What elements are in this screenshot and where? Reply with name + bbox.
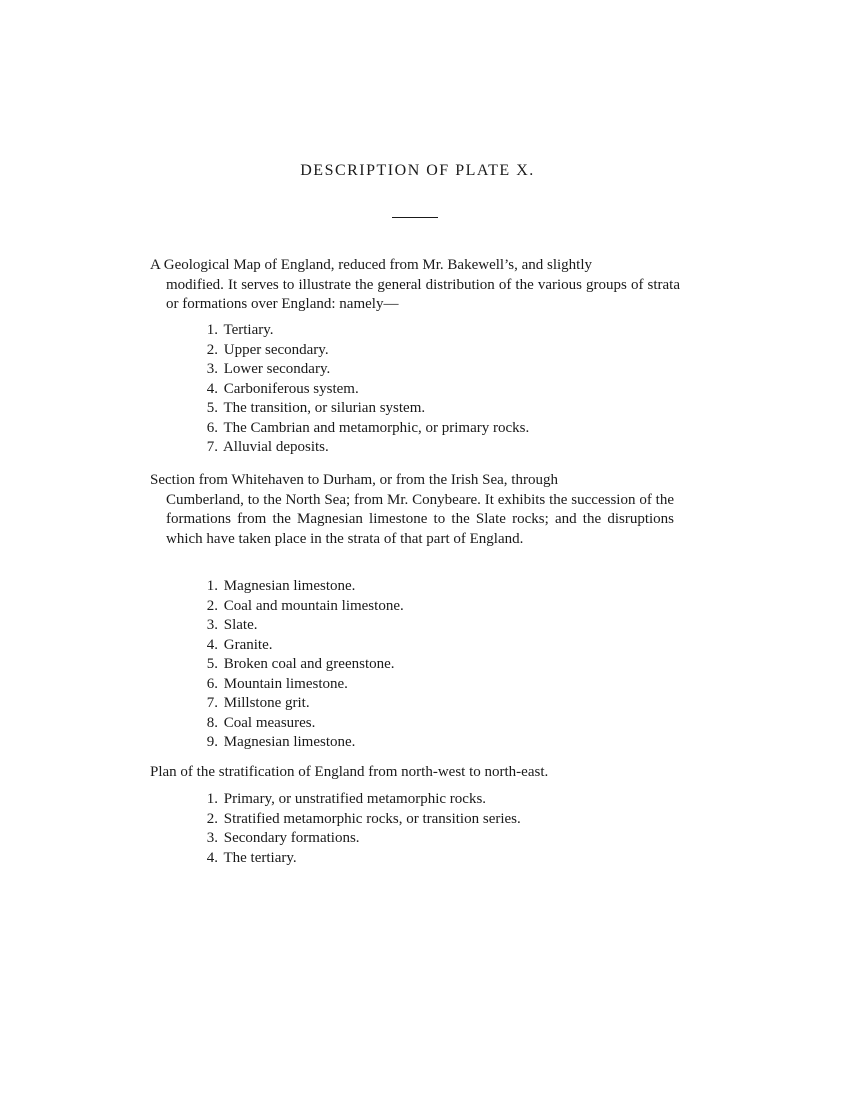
item-number: 5. <box>206 400 218 416</box>
item-number: 9. <box>206 734 218 750</box>
item-number: 2. <box>206 341 218 358</box>
item-text: The transition, or silurian system. <box>223 400 426 416</box>
list-item <box>192 790 521 810</box>
list-item <box>192 636 404 656</box>
item-text: Stratified metamorphic rocks, or transition series. <box>223 810 521 827</box>
list-item <box>192 829 521 849</box>
list-item <box>192 616 404 636</box>
section-3-intro-first-line: Plan of the stratification of England from north-west to north-east. <box>150 764 549 780</box>
item-text: The Cambrian and metamorphic, or primary rocks. <box>223 419 530 436</box>
list-item <box>192 380 529 400</box>
list-item <box>192 597 404 617</box>
list-item <box>192 321 529 341</box>
list-item <box>192 655 404 675</box>
item-number: 5. <box>206 656 218 672</box>
item-number: 2. <box>206 597 218 614</box>
item-number: 7. <box>206 695 218 711</box>
section-1-intro-continuation: modified. It serves to illustrate the general distribution of the various groups of strata or formations over England: namely— <box>166 276 680 312</box>
item-number: 1. <box>206 578 218 594</box>
item-text: Magnesian limestone. <box>223 578 356 594</box>
item-number: 8. <box>206 714 218 731</box>
item-text: Magnesian limestone. <box>223 734 356 750</box>
item-text: Upper secondary. <box>223 341 329 358</box>
section-3-description <box>150 763 680 783</box>
section-1-description <box>150 256 680 315</box>
item-text: Millstone grit. <box>223 695 310 711</box>
list-item <box>192 399 529 419</box>
list-item <box>192 810 521 830</box>
section-2-legend-list <box>192 577 404 753</box>
item-number: 6. <box>206 419 218 436</box>
item-number: 1. <box>206 322 218 338</box>
item-text: Coal and mountain limestone. <box>223 597 404 614</box>
section-2-intro-first-line: Section from Whitehaven to Durham, or from the Irish Sea, through <box>150 472 558 488</box>
section-2-description <box>150 471 680 549</box>
list-item <box>192 419 529 439</box>
item-number: 1. <box>206 791 218 807</box>
item-text: Slate. <box>223 617 258 633</box>
item-text: Granite. <box>223 636 273 653</box>
section-3-legend-list <box>192 790 521 868</box>
list-item <box>192 360 529 380</box>
list-item <box>192 577 404 597</box>
item-number: 3. <box>206 617 218 633</box>
list-item <box>192 714 404 734</box>
list-item <box>192 438 529 458</box>
title-divider <box>392 217 438 218</box>
item-text: Secondary formations. <box>223 830 360 846</box>
item-text: Tertiary. <box>223 322 274 338</box>
item-text: Lower secondary. <box>223 361 331 377</box>
item-number: 4. <box>206 380 218 397</box>
item-text: The tertiary. <box>223 849 297 866</box>
page-title: DESCRIPTION OF PLATE X. <box>300 162 535 179</box>
item-text: Alluvial deposits. <box>222 439 329 455</box>
section-1-intro-first-line: A Geological Map of England, reduced from Mr. Bakewell’s, and slightly <box>150 257 592 273</box>
list-item <box>192 341 529 361</box>
section-2-intro-continuation: Cumberland, to the North Sea; from Mr. Conybeare. It exhibits the succession of the formations from the Magnesian limestone to the Slate rocks; and the disruptions which have taken place in the strata of that part of England. <box>166 491 674 547</box>
list-item <box>192 849 521 869</box>
item-text: Broken coal and greenstone. <box>223 656 395 672</box>
list-item <box>192 733 404 753</box>
item-number: 3. <box>206 830 218 846</box>
item-text: Mountain limestone. <box>223 675 348 692</box>
item-number: 4. <box>206 849 218 866</box>
list-item <box>192 694 404 714</box>
item-text: Primary, or unstratified metamorphic rocks. <box>223 791 487 807</box>
item-number: 7. <box>206 439 218 455</box>
item-number: 6. <box>206 675 218 692</box>
list-item <box>192 675 404 695</box>
item-number: 3. <box>206 361 218 377</box>
item-number: 4. <box>206 636 218 653</box>
item-number: 2. <box>206 810 218 827</box>
section-1-legend-list <box>192 321 529 458</box>
item-text: Coal measures. <box>223 714 316 731</box>
item-text: Carboniferous system. <box>223 380 359 397</box>
